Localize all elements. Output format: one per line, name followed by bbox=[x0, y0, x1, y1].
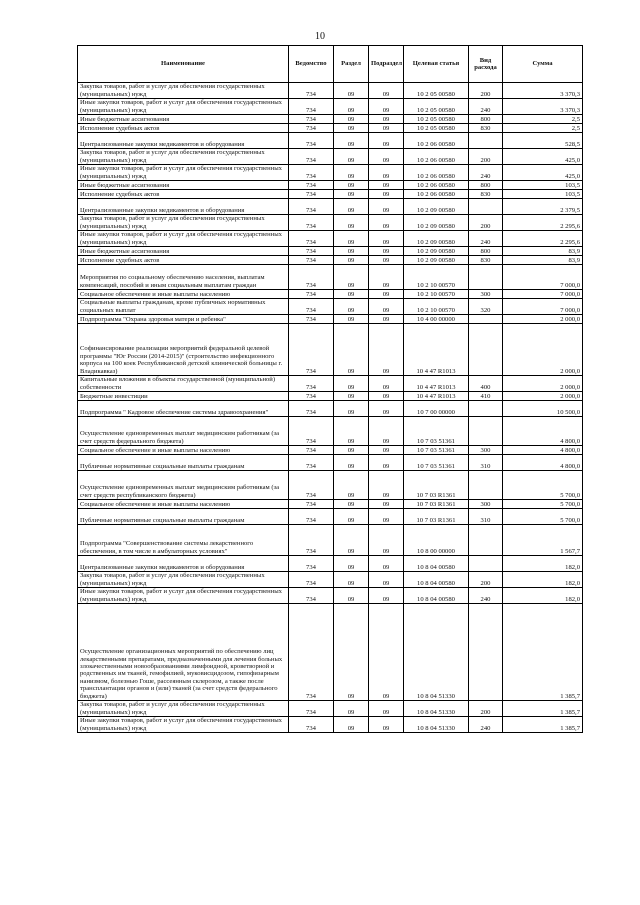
cell-vid: 800 bbox=[469, 247, 503, 256]
cell-razdel: 09 bbox=[334, 455, 369, 471]
cell-summa: 2,5 bbox=[503, 124, 583, 133]
header-statya: Целевая статья bbox=[404, 46, 469, 83]
table-header-row bbox=[78, 46, 583, 83]
header-razdel: Раздел bbox=[334, 46, 369, 83]
cell-summa: 2 379,5 bbox=[503, 199, 583, 215]
cell-name: Подпрограмма "Совершенствование системы лекарственного обеспечения, в том числе в амбулаторных условиях" bbox=[78, 525, 289, 556]
cell-podrazdel: 09 bbox=[369, 572, 404, 588]
cell-statya: 10 2 10 00570 bbox=[404, 290, 469, 299]
cell-ved: 734 bbox=[289, 324, 334, 376]
cell-statya: 10 2 10 00570 bbox=[404, 299, 469, 315]
cell-razdel: 09 bbox=[334, 525, 369, 556]
table-row bbox=[78, 392, 583, 401]
cell-podrazdel: 09 bbox=[369, 181, 404, 190]
cell-razdel: 09 bbox=[334, 471, 369, 500]
cell-name: Социальное обеспечение и иные выплаты населению bbox=[78, 290, 289, 299]
cell-podrazdel: 09 bbox=[369, 83, 404, 99]
cell-name: Социальные выплаты гражданам, кроме публичных нормативных социальных выплат bbox=[78, 299, 289, 315]
cell-name: Закупка товаров, работ и услуг для обеспечения государственных (муниципальных) нужд bbox=[78, 149, 289, 165]
table-row bbox=[78, 231, 583, 247]
cell-ved: 734 bbox=[289, 392, 334, 401]
cell-statya: 10 8 00 00000 bbox=[404, 525, 469, 556]
cell-podrazdel: 09 bbox=[369, 215, 404, 231]
cell-name: Социальное обеспечение и иные выплаты населению bbox=[78, 500, 289, 509]
cell-razdel: 09 bbox=[334, 376, 369, 392]
cell-name: Иные бюджетные ассигнования bbox=[78, 115, 289, 124]
table-row bbox=[78, 417, 583, 446]
cell-razdel: 09 bbox=[334, 215, 369, 231]
cell-razdel: 09 bbox=[334, 324, 369, 376]
cell-vid: 800 bbox=[469, 181, 503, 190]
cell-ved: 734 bbox=[289, 509, 334, 525]
cell-name: Закупка товаров, работ и услуг для обеспечения государственных (муниципальных) нужд bbox=[78, 83, 289, 99]
cell-ved: 734 bbox=[289, 247, 334, 256]
cell-podrazdel: 09 bbox=[369, 525, 404, 556]
table-row bbox=[78, 717, 583, 733]
budget-table bbox=[77, 45, 583, 733]
table-row bbox=[78, 572, 583, 588]
cell-statya: 10 4 47 R1013 bbox=[404, 324, 469, 376]
cell-vid: 830 bbox=[469, 190, 503, 199]
cell-ved: 734 bbox=[289, 455, 334, 471]
cell-razdel: 09 bbox=[334, 190, 369, 199]
cell-razdel: 09 bbox=[334, 265, 369, 290]
cell-summa: 3 370,3 bbox=[503, 99, 583, 115]
cell-podrazdel: 09 bbox=[369, 446, 404, 455]
cell-ved: 734 bbox=[289, 290, 334, 299]
cell-razdel: 09 bbox=[334, 124, 369, 133]
table-row bbox=[78, 315, 583, 324]
cell-vid bbox=[469, 604, 503, 701]
cell-ved: 734 bbox=[289, 500, 334, 509]
cell-vid bbox=[469, 133, 503, 149]
cell-summa: 1 567,7 bbox=[503, 525, 583, 556]
cell-summa: 425,0 bbox=[503, 165, 583, 181]
cell-ved: 734 bbox=[289, 401, 334, 417]
cell-vid: 300 bbox=[469, 290, 503, 299]
cell-ved: 734 bbox=[289, 417, 334, 446]
cell-podrazdel: 09 bbox=[369, 299, 404, 315]
cell-ved: 734 bbox=[289, 572, 334, 588]
cell-podrazdel: 09 bbox=[369, 588, 404, 604]
cell-razdel: 09 bbox=[334, 165, 369, 181]
cell-statya: 10 8 04 51330 bbox=[404, 701, 469, 717]
cell-statya: 10 2 09 00580 bbox=[404, 256, 469, 265]
header-podrazdel: Подраздел bbox=[369, 46, 404, 83]
cell-statya: 10 2 10 00570 bbox=[404, 265, 469, 290]
cell-razdel: 09 bbox=[334, 231, 369, 247]
cell-podrazdel: 09 bbox=[369, 401, 404, 417]
cell-razdel: 09 bbox=[334, 181, 369, 190]
cell-podrazdel: 09 bbox=[369, 190, 404, 199]
cell-name: Иные бюджетные ассигнования bbox=[78, 181, 289, 190]
cell-podrazdel: 09 bbox=[369, 165, 404, 181]
cell-vid: 320 bbox=[469, 299, 503, 315]
cell-name: Иные закупки товаров, работ и услуг для обеспечения государственных (муниципальных) нужд bbox=[78, 717, 289, 733]
cell-name: Осуществление единовременных выплат медицинским работникам (за счет средств федерального бюджета) bbox=[78, 417, 289, 446]
cell-name: Централизованные закупки медикаментов и оборудования bbox=[78, 199, 289, 215]
cell-ved: 734 bbox=[289, 299, 334, 315]
table-row bbox=[78, 190, 583, 199]
cell-razdel: 09 bbox=[334, 417, 369, 446]
cell-vid: 240 bbox=[469, 717, 503, 733]
cell-podrazdel: 09 bbox=[369, 247, 404, 256]
cell-vid: 830 bbox=[469, 256, 503, 265]
table-row bbox=[78, 124, 583, 133]
table-row bbox=[78, 471, 583, 500]
cell-summa: 2 000,0 bbox=[503, 392, 583, 401]
cell-razdel: 09 bbox=[334, 509, 369, 525]
cell-ved: 734 bbox=[289, 199, 334, 215]
cell-statya: 10 2 09 00580 bbox=[404, 231, 469, 247]
cell-podrazdel: 09 bbox=[369, 604, 404, 701]
cell-ved: 734 bbox=[289, 124, 334, 133]
table-row bbox=[78, 290, 583, 299]
cell-razdel: 09 bbox=[334, 717, 369, 733]
cell-ved: 734 bbox=[289, 133, 334, 149]
cell-podrazdel: 09 bbox=[369, 99, 404, 115]
cell-vid: 240 bbox=[469, 165, 503, 181]
cell-razdel: 09 bbox=[334, 299, 369, 315]
cell-statya: 10 2 05 00580 bbox=[404, 115, 469, 124]
page-number: 10 bbox=[315, 31, 325, 42]
cell-statya: 10 2 09 00580 bbox=[404, 215, 469, 231]
cell-vid: 300 bbox=[469, 446, 503, 455]
cell-vid bbox=[469, 417, 503, 446]
cell-summa: 1 385,7 bbox=[503, 717, 583, 733]
cell-vid bbox=[469, 199, 503, 215]
table-row bbox=[78, 376, 583, 392]
cell-razdel: 09 bbox=[334, 572, 369, 588]
cell-razdel: 09 bbox=[334, 604, 369, 701]
cell-summa: 528,5 bbox=[503, 133, 583, 149]
table-row bbox=[78, 83, 583, 99]
cell-name: Мероприятия по социальному обеспечению населения, выплатам компенсаций, пособий и иным социальным выплатам граждан bbox=[78, 265, 289, 290]
table-row bbox=[78, 604, 583, 701]
cell-statya: 10 2 09 00580 bbox=[404, 247, 469, 256]
cell-summa: 4 800,0 bbox=[503, 455, 583, 471]
cell-statya: 10 2 06 00580 bbox=[404, 190, 469, 199]
cell-ved: 734 bbox=[289, 231, 334, 247]
cell-ved: 734 bbox=[289, 83, 334, 99]
table-row bbox=[78, 556, 583, 572]
cell-podrazdel: 09 bbox=[369, 199, 404, 215]
cell-razdel: 09 bbox=[334, 247, 369, 256]
table-row bbox=[78, 115, 583, 124]
cell-ved: 734 bbox=[289, 215, 334, 231]
cell-vid: 410 bbox=[469, 392, 503, 401]
cell-summa: 103,5 bbox=[503, 190, 583, 199]
cell-name: Иные закупки товаров, работ и услуг для обеспечения государственных (муниципальных) нужд bbox=[78, 165, 289, 181]
table-row bbox=[78, 133, 583, 149]
cell-podrazdel: 09 bbox=[369, 256, 404, 265]
cell-name: Исполнение судебных актов bbox=[78, 190, 289, 199]
cell-podrazdel: 09 bbox=[369, 509, 404, 525]
cell-summa: 425,0 bbox=[503, 149, 583, 165]
cell-statya: 10 2 05 00580 bbox=[404, 124, 469, 133]
cell-vid: 240 bbox=[469, 99, 503, 115]
table-row bbox=[78, 199, 583, 215]
cell-ved: 734 bbox=[289, 315, 334, 324]
cell-name: Исполнение судебных актов bbox=[78, 124, 289, 133]
table-row bbox=[78, 256, 583, 265]
table-row bbox=[78, 247, 583, 256]
cell-razdel: 09 bbox=[334, 149, 369, 165]
cell-vid: 240 bbox=[469, 231, 503, 247]
cell-ved: 734 bbox=[289, 256, 334, 265]
cell-razdel: 09 bbox=[334, 446, 369, 455]
cell-ved: 734 bbox=[289, 181, 334, 190]
table-row bbox=[78, 588, 583, 604]
table-row bbox=[78, 215, 583, 231]
cell-ved: 734 bbox=[289, 446, 334, 455]
cell-statya: 10 7 03 51361 bbox=[404, 446, 469, 455]
cell-vid: 200 bbox=[469, 83, 503, 99]
cell-statya: 10 8 04 00580 bbox=[404, 588, 469, 604]
cell-ved: 734 bbox=[289, 376, 334, 392]
cell-vid: 200 bbox=[469, 149, 503, 165]
table-row bbox=[78, 324, 583, 376]
cell-podrazdel: 09 bbox=[369, 324, 404, 376]
cell-razdel: 09 bbox=[334, 99, 369, 115]
cell-podrazdel: 09 bbox=[369, 124, 404, 133]
cell-ved: 734 bbox=[289, 588, 334, 604]
table-row bbox=[78, 446, 583, 455]
cell-summa: 5 700,0 bbox=[503, 500, 583, 509]
cell-statya: 10 2 09 00580 bbox=[404, 199, 469, 215]
cell-statya: 10 8 04 51330 bbox=[404, 717, 469, 733]
cell-vid bbox=[469, 401, 503, 417]
cell-ved: 734 bbox=[289, 604, 334, 701]
cell-name: Закупка товаров, работ и услуг для обеспечения государственных (муниципальных) нужд bbox=[78, 572, 289, 588]
cell-statya: 10 4 00 00000 bbox=[404, 315, 469, 324]
cell-ved: 734 bbox=[289, 115, 334, 124]
cell-statya: 10 2 05 00580 bbox=[404, 99, 469, 115]
cell-summa: 2 000,0 bbox=[503, 324, 583, 376]
cell-summa: 5 700,0 bbox=[503, 471, 583, 500]
cell-podrazdel: 09 bbox=[369, 717, 404, 733]
cell-vid: 830 bbox=[469, 124, 503, 133]
cell-podrazdel: 09 bbox=[369, 455, 404, 471]
cell-name: Иные бюджетные ассигнования bbox=[78, 247, 289, 256]
cell-name: Публичные нормативные социальные выплаты гражданам bbox=[78, 455, 289, 471]
cell-summa: 83,9 bbox=[503, 247, 583, 256]
cell-summa: 103,5 bbox=[503, 181, 583, 190]
cell-summa: 1 385,7 bbox=[503, 604, 583, 701]
cell-razdel: 09 bbox=[334, 556, 369, 572]
cell-podrazdel: 09 bbox=[369, 265, 404, 290]
table-row bbox=[78, 455, 583, 471]
cell-name: Осуществление организационных мероприятий по обеспечению лиц лекарственными препаратами, предназначенными для лечения больных злокачественными новообразованиями лимфоидной, кроветворной и родственных им тканей, гемофилией, муковисцидозом, гипофизарным нанизмом, болезнью Гоше, рассеянным склерозом, а также после трансплантации органов и (или) тканей (за счет средств федерального бюджета) bbox=[78, 604, 289, 701]
cell-summa: 2 000,0 bbox=[503, 376, 583, 392]
header-name: Наименование bbox=[78, 46, 289, 83]
cell-statya: 10 2 06 00580 bbox=[404, 165, 469, 181]
cell-vid: 310 bbox=[469, 509, 503, 525]
cell-podrazdel: 09 bbox=[369, 290, 404, 299]
cell-razdel: 09 bbox=[334, 401, 369, 417]
cell-name: Публичные нормативные социальные выплаты гражданам bbox=[78, 509, 289, 525]
cell-vid bbox=[469, 265, 503, 290]
cell-ved: 734 bbox=[289, 717, 334, 733]
cell-name: Централизованные закупки медикаментов и оборудования bbox=[78, 556, 289, 572]
cell-vid bbox=[469, 471, 503, 500]
cell-podrazdel: 09 bbox=[369, 115, 404, 124]
cell-name: Иные закупки товаров, работ и услуг для обеспечения государственных (муниципальных) нужд bbox=[78, 231, 289, 247]
cell-summa: 10 500,0 bbox=[503, 401, 583, 417]
cell-ved: 734 bbox=[289, 471, 334, 500]
cell-vid bbox=[469, 315, 503, 324]
cell-razdel: 09 bbox=[334, 392, 369, 401]
cell-podrazdel: 09 bbox=[369, 701, 404, 717]
table-row bbox=[78, 149, 583, 165]
cell-summa: 2 000,0 bbox=[503, 315, 583, 324]
cell-podrazdel: 09 bbox=[369, 417, 404, 446]
cell-statya: 10 8 04 51330 bbox=[404, 604, 469, 701]
cell-summa: 4 800,0 bbox=[503, 417, 583, 446]
cell-ved: 734 bbox=[289, 525, 334, 556]
table-row bbox=[78, 525, 583, 556]
cell-summa: 3 370,3 bbox=[503, 83, 583, 99]
cell-vid bbox=[469, 324, 503, 376]
cell-ved: 734 bbox=[289, 556, 334, 572]
cell-statya: 10 7 00 00000 bbox=[404, 401, 469, 417]
cell-podrazdel: 09 bbox=[369, 315, 404, 324]
cell-name: Иные закупки товаров, работ и услуг для обеспечения государственных (муниципальных) нужд bbox=[78, 99, 289, 115]
cell-ved: 734 bbox=[289, 265, 334, 290]
table-row bbox=[78, 99, 583, 115]
cell-name: Закупка товаров, работ и услуг для обеспечения государственных (муниципальных) нужд bbox=[78, 701, 289, 717]
cell-razdel: 09 bbox=[334, 256, 369, 265]
cell-statya: 10 7 03 R1361 bbox=[404, 500, 469, 509]
cell-name: Подпрограмма "Охрана здоровья матери и ребенка" bbox=[78, 315, 289, 324]
table-row bbox=[78, 181, 583, 190]
cell-vid bbox=[469, 556, 503, 572]
table-row bbox=[78, 265, 583, 290]
cell-vid: 400 bbox=[469, 376, 503, 392]
cell-statya: 10 7 03 R1361 bbox=[404, 471, 469, 500]
cell-statya: 10 2 06 00580 bbox=[404, 149, 469, 165]
header-summa: Сумма bbox=[503, 46, 583, 83]
cell-name: Подпрограмма " Кадровое обеспечение системы здравоохранения" bbox=[78, 401, 289, 417]
cell-podrazdel: 09 bbox=[369, 556, 404, 572]
cell-podrazdel: 09 bbox=[369, 133, 404, 149]
cell-summa: 7 000,0 bbox=[503, 290, 583, 299]
cell-name: Капитальные вложения в объекты государственной (муниципальной) собственности bbox=[78, 376, 289, 392]
cell-podrazdel: 09 bbox=[369, 231, 404, 247]
cell-ved: 734 bbox=[289, 190, 334, 199]
cell-razdel: 09 bbox=[334, 115, 369, 124]
cell-razdel: 09 bbox=[334, 133, 369, 149]
cell-name: Осуществление единовременных выплат медицинским работникам (за счет средств республиканского бюджета) bbox=[78, 471, 289, 500]
cell-name: Исполнение судебных актов bbox=[78, 256, 289, 265]
header-ved: Ведомство bbox=[289, 46, 334, 83]
cell-summa: 7 000,0 bbox=[503, 299, 583, 315]
cell-statya: 10 7 03 R1361 bbox=[404, 509, 469, 525]
table-row bbox=[78, 500, 583, 509]
cell-name: Софинансирование реализации мероприятий федеральной целевой программы "Юг России (2014-2015)" (строительство инфекционного корпуса на 100 коек Республиканской детской клинической больницы г. Владикавказ) bbox=[78, 324, 289, 376]
cell-vid bbox=[469, 525, 503, 556]
cell-statya: 10 4 47 R1013 bbox=[404, 376, 469, 392]
cell-razdel: 09 bbox=[334, 588, 369, 604]
cell-summa: 182,0 bbox=[503, 572, 583, 588]
cell-name: Бюджетные инвестиции bbox=[78, 392, 289, 401]
cell-statya: 10 2 06 00580 bbox=[404, 133, 469, 149]
cell-ved: 734 bbox=[289, 149, 334, 165]
cell-razdel: 09 bbox=[334, 290, 369, 299]
cell-podrazdel: 09 bbox=[369, 376, 404, 392]
table-row bbox=[78, 509, 583, 525]
table-row bbox=[78, 701, 583, 717]
cell-name: Социальное обеспечение и иные выплаты населению bbox=[78, 446, 289, 455]
cell-razdel: 09 bbox=[334, 701, 369, 717]
cell-vid: 200 bbox=[469, 215, 503, 231]
cell-podrazdel: 09 bbox=[369, 149, 404, 165]
cell-name: Централизованные закупки медикаментов и оборудования bbox=[78, 133, 289, 149]
cell-podrazdel: 09 bbox=[369, 500, 404, 509]
cell-vid: 300 bbox=[469, 500, 503, 509]
table-row bbox=[78, 299, 583, 315]
cell-vid: 200 bbox=[469, 572, 503, 588]
cell-summa: 2 295,6 bbox=[503, 231, 583, 247]
cell-summa: 7 000,0 bbox=[503, 265, 583, 290]
cell-summa: 5 700,0 bbox=[503, 509, 583, 525]
cell-razdel: 09 bbox=[334, 315, 369, 324]
cell-ved: 734 bbox=[289, 165, 334, 181]
cell-summa: 182,0 bbox=[503, 588, 583, 604]
cell-razdel: 09 bbox=[334, 199, 369, 215]
cell-podrazdel: 09 bbox=[369, 471, 404, 500]
cell-statya: 10 4 47 R1013 bbox=[404, 392, 469, 401]
cell-vid: 200 bbox=[469, 701, 503, 717]
cell-vid: 310 bbox=[469, 455, 503, 471]
cell-vid: 240 bbox=[469, 588, 503, 604]
cell-ved: 734 bbox=[289, 99, 334, 115]
cell-summa: 83,9 bbox=[503, 256, 583, 265]
table-row bbox=[78, 165, 583, 181]
cell-summa: 4 800,0 bbox=[503, 446, 583, 455]
cell-summa: 2 295,6 bbox=[503, 215, 583, 231]
cell-statya: 10 2 06 00580 bbox=[404, 181, 469, 190]
cell-name: Закупка товаров, работ и услуг для обеспечения государственных (муниципальных) нужд bbox=[78, 215, 289, 231]
cell-ved: 734 bbox=[289, 701, 334, 717]
header-vid: Вид расхода bbox=[469, 46, 503, 83]
cell-statya: 10 7 03 51361 bbox=[404, 455, 469, 471]
cell-statya: 10 2 05 00580 bbox=[404, 83, 469, 99]
cell-name: Иные закупки товаров, работ и услуг для обеспечения государственных (муниципальных) нужд bbox=[78, 588, 289, 604]
cell-razdel: 09 bbox=[334, 500, 369, 509]
cell-summa: 182,0 bbox=[503, 556, 583, 572]
cell-podrazdel: 09 bbox=[369, 392, 404, 401]
cell-razdel: 09 bbox=[334, 83, 369, 99]
cell-vid: 800 bbox=[469, 115, 503, 124]
cell-statya: 10 8 04 00580 bbox=[404, 572, 469, 588]
cell-summa: 2,5 bbox=[503, 115, 583, 124]
cell-statya: 10 8 04 00580 bbox=[404, 556, 469, 572]
cell-statya: 10 7 03 51361 bbox=[404, 417, 469, 446]
table-row bbox=[78, 401, 583, 417]
cell-summa: 1 385,7 bbox=[503, 701, 583, 717]
